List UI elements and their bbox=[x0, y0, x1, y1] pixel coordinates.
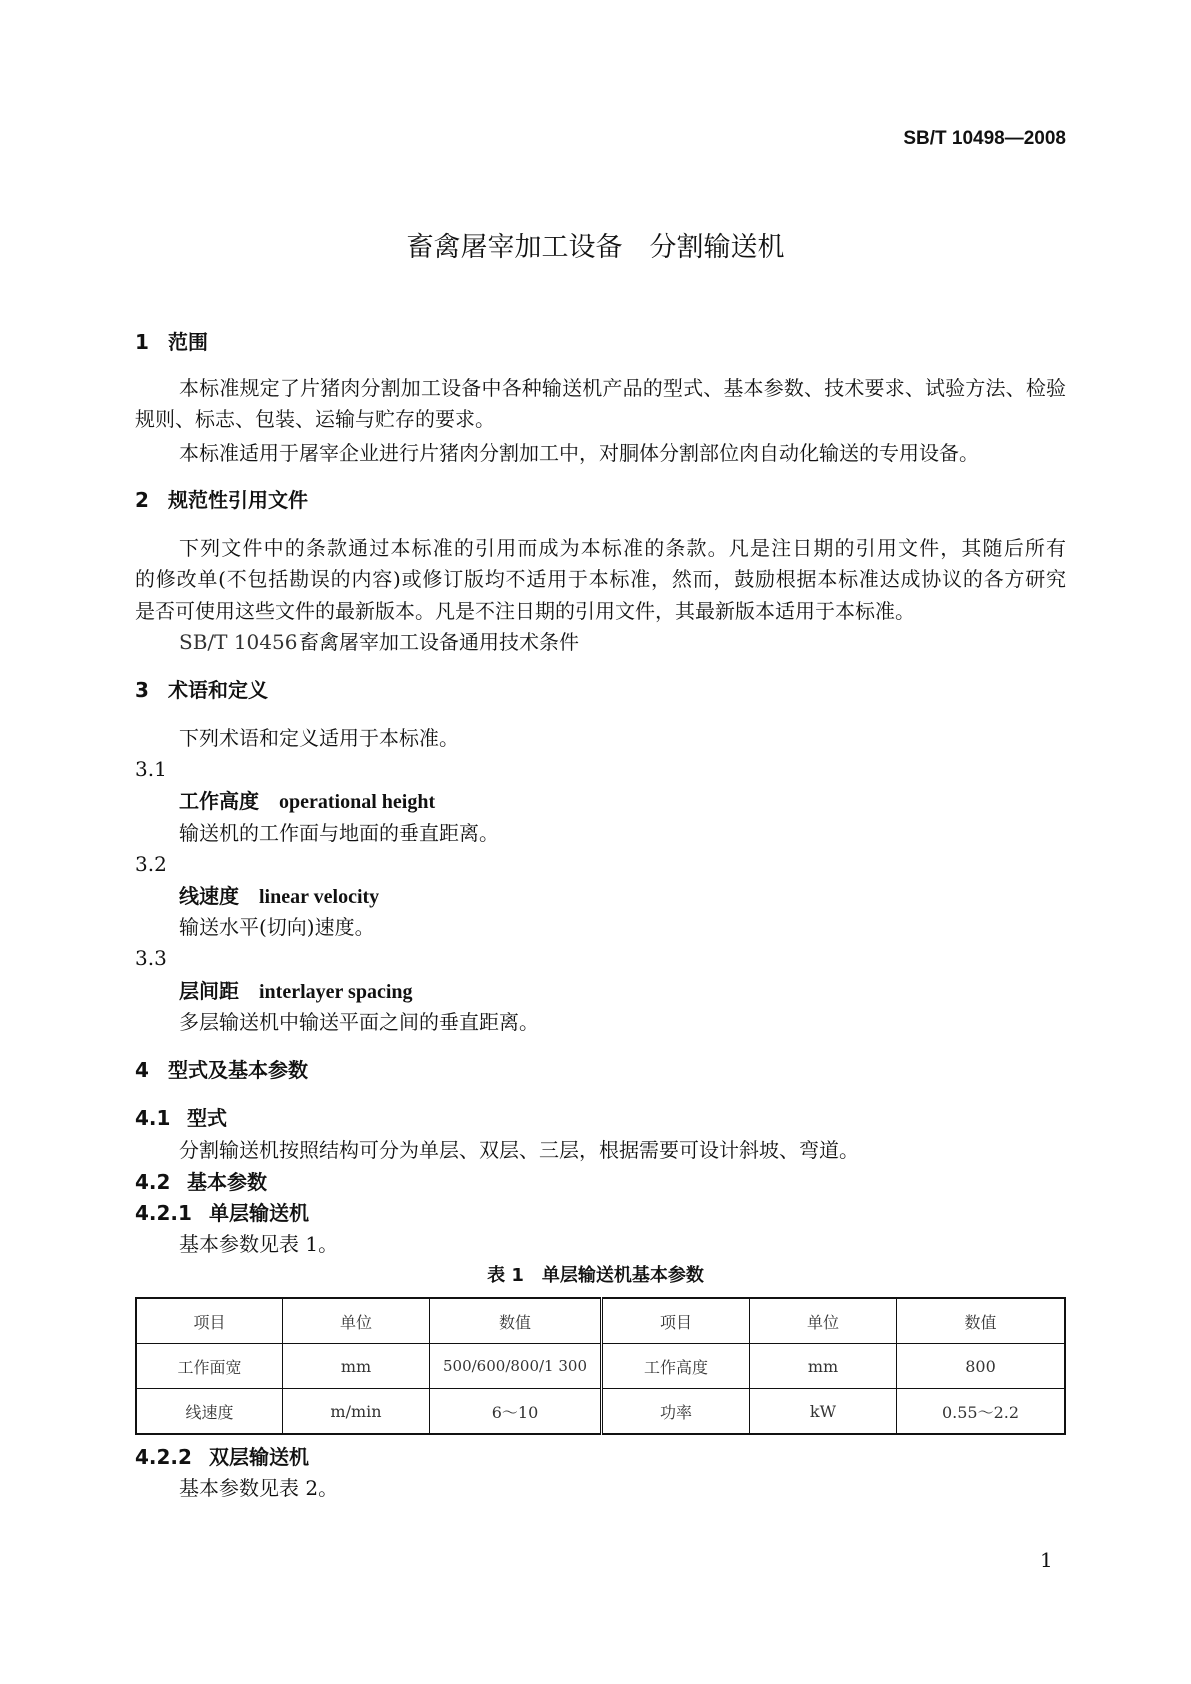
table-header-cell: 单位 bbox=[283, 1298, 430, 1344]
table-header-cell: 项目 bbox=[602, 1298, 750, 1344]
table-cell: 6～10 bbox=[430, 1389, 602, 1435]
paragraph-line: 的修改单(不包括勘误的内容)或修订版均不适用于本标准，然而，鼓励根据本标准达成协议的各方研究 bbox=[135, 567, 1066, 591]
term-en: interlayer spacing bbox=[259, 981, 413, 1003]
table-cell: 0.55～2.2 bbox=[897, 1389, 1066, 1435]
parameters-table bbox=[135, 1297, 1066, 1435]
table-header-cell: 单位 bbox=[750, 1298, 897, 1344]
section-number: 4.2.1 bbox=[135, 1201, 192, 1225]
term-zh: 工作高度 bbox=[179, 789, 259, 813]
term-definition: 输送水平(切向)速度。 bbox=[179, 915, 375, 939]
section-heading-1 bbox=[135, 328, 208, 356]
section-title: 型式 bbox=[187, 1106, 227, 1130]
paragraph-line: 本标准规定了片猪肉分割加工设备中各种输送机产品的型式、基本参数、技术要求、试验方法、检验 bbox=[179, 376, 1066, 400]
table-cell: mm bbox=[283, 1344, 430, 1389]
table-cell: 功率 bbox=[602, 1389, 750, 1435]
document-number: SB/T 10498—2008 bbox=[903, 128, 1066, 149]
term-zh: 线速度 bbox=[179, 884, 239, 908]
section-heading-4 bbox=[135, 1056, 308, 1084]
table-cell: 500/600/800/1 300 bbox=[430, 1344, 602, 1389]
reference-code: SB/T 10456 bbox=[179, 630, 298, 654]
term-definition: 输送机的工作面与地面的垂直距离。 bbox=[179, 821, 499, 845]
document-title: 畜禽屠宰加工设备 分割输送机 bbox=[406, 232, 785, 263]
page-number: 1 bbox=[1040, 1548, 1053, 1572]
section-title: 型式及基本参数 bbox=[168, 1058, 308, 1082]
paragraph-line: 下列文件中的条款通过本标准的引用而成为本标准的条款。凡是注日期的引用文件，其随后所有 bbox=[179, 536, 1066, 560]
table-cell: m/min bbox=[283, 1389, 430, 1435]
table-header-cell: 数值 bbox=[430, 1298, 602, 1344]
table-header-cell: 项目 bbox=[136, 1298, 283, 1344]
table-cell: 线速度 bbox=[136, 1389, 283, 1435]
section-title: 单层输送机 bbox=[209, 1201, 309, 1225]
table-caption: 表 1 单层输送机基本参数 bbox=[487, 1265, 704, 1286]
section-number: 4 bbox=[135, 1058, 149, 1082]
term-title bbox=[179, 787, 435, 816]
table-cell: 800 bbox=[897, 1344, 1066, 1389]
normative-reference bbox=[179, 628, 579, 656]
subsection-heading-4-1 bbox=[135, 1104, 227, 1132]
table-cell: mm bbox=[750, 1344, 897, 1389]
table-header-row bbox=[136, 1298, 1065, 1344]
term-zh: 层间距 bbox=[179, 979, 239, 1003]
section-heading-3 bbox=[135, 676, 268, 704]
section-number: 3 bbox=[135, 678, 149, 702]
subsection-heading-4-2-2 bbox=[135, 1443, 309, 1471]
section-number: 4.2.2 bbox=[135, 1445, 192, 1469]
section-title: 范围 bbox=[168, 330, 208, 354]
paragraph: 分割输送机按照结构可分为单层、双层、三层，根据需要可设计斜坡、弯道。 bbox=[179, 1138, 859, 1162]
term-number: 3.1 bbox=[135, 757, 167, 781]
section-number: 2 bbox=[135, 488, 149, 512]
table-cell: kW bbox=[750, 1389, 897, 1435]
table-row bbox=[136, 1389, 1065, 1435]
table-header-cell: 数值 bbox=[897, 1298, 1066, 1344]
subsection-heading-4-2 bbox=[135, 1168, 267, 1196]
reference-title: 畜禽屠宰加工设备通用技术条件 bbox=[299, 630, 579, 654]
table-cell: 工作高度 bbox=[602, 1344, 750, 1389]
section-title: 规范性引用文件 bbox=[168, 488, 308, 512]
section-title: 基本参数 bbox=[187, 1170, 267, 1194]
section-heading-2 bbox=[135, 486, 308, 514]
section-title: 术语和定义 bbox=[168, 678, 268, 702]
section-number: 1 bbox=[135, 330, 149, 354]
section-number: 4.1 bbox=[135, 1106, 171, 1130]
paragraph-line: 规则、标志、包装、运输与贮存的要求。 bbox=[135, 407, 495, 431]
paragraph: 基本参数见表 1。 bbox=[179, 1232, 339, 1256]
term-en: linear velocity bbox=[259, 886, 380, 908]
table-cell: 工作面宽 bbox=[136, 1344, 283, 1389]
paragraph: 本标准适用于屠宰企业进行片猪肉分割加工中，对胴体分割部位肉自动化输送的专用设备。 bbox=[179, 441, 979, 465]
subsection-heading-4-2-1 bbox=[135, 1199, 309, 1227]
paragraph-line: 是否可使用这些文件的最新版本。凡是不注日期的引用文件，其最新版本适用于本标准。 bbox=[135, 599, 915, 623]
term-title bbox=[179, 977, 413, 1006]
paragraph: 基本参数见表 2。 bbox=[179, 1476, 339, 1500]
paragraph: 下列术语和定义适用于本标准。 bbox=[179, 726, 459, 750]
term-definition: 多层输送机中输送平面之间的垂直距离。 bbox=[179, 1010, 539, 1034]
term-number: 3.2 bbox=[135, 852, 167, 876]
term-number: 3.3 bbox=[135, 946, 167, 970]
term-title bbox=[179, 882, 379, 911]
table-row bbox=[136, 1344, 1065, 1389]
section-title: 双层输送机 bbox=[209, 1445, 309, 1469]
term-en: operational height bbox=[279, 791, 436, 813]
section-number: 4.2 bbox=[135, 1170, 171, 1194]
